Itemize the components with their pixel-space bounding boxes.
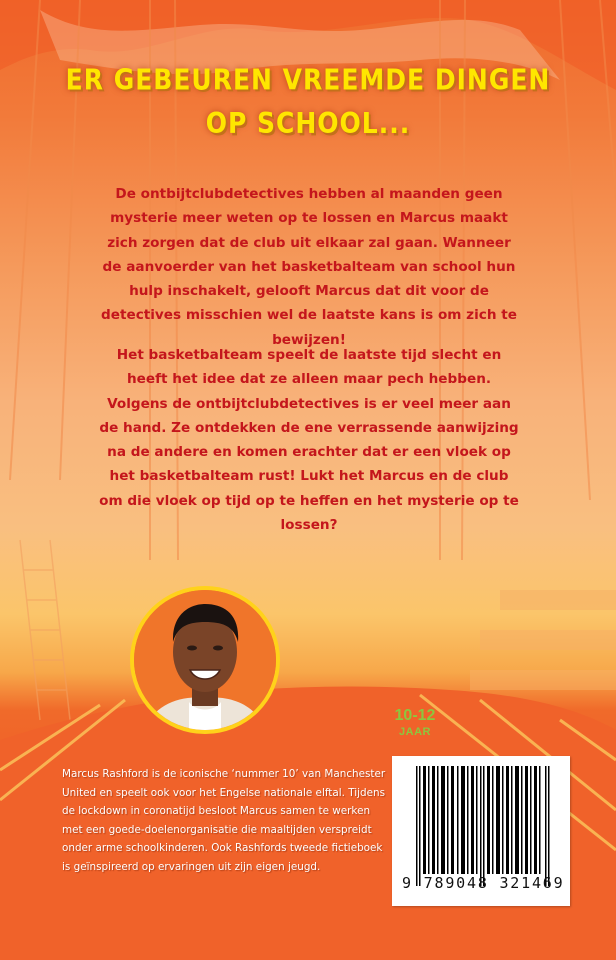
- headline-line-2: OP SCHOOL...: [205, 106, 411, 140]
- barcode-icon: [414, 766, 554, 886]
- age-range-label: [389, 707, 441, 739]
- age-range: 10-12: [394, 707, 436, 724]
- author-portrait-icon: [134, 590, 276, 730]
- age-unit: JAAR: [399, 726, 431, 738]
- author-photo: [130, 586, 280, 734]
- headline-line-1: ER GEBEUREN VREEMDE DINGEN: [65, 62, 551, 97]
- cover-headline: [0, 58, 616, 145]
- isbn-number: 9 789048 321469: [402, 874, 565, 892]
- isbn-barcode: [392, 756, 570, 906]
- author-bio: Marcus Rashford is de iconische ‘nummer 10’ van Manchester United en speelt ook voor het Engelse nationale elftal. Tijdens de lockdown in coronatijd besloot Marcus samen te werken met een goede-doelenorganisatie die maaltijden verspreidt onder arme schoolkinderen. Ook Rashfords tweede fictieboek is geïnspireerd op ervaringen uit zijn eigen jeugd.: [62, 768, 386, 873]
- blurb-paragraph-2: Het basketbalteam speelt de laatste tijd slecht en heeft het idee dat ze alleen maar pech hebben. Volgens de ontbijtclubdetectives is er veel meer aan de hand. Ze ontdekken de ene verrassende aanwijzing na de andere en komen erachter dat er een vloek op het basketbalteam rust! Lukt het Marcus en de club om die vloek op tijd op te heffen en het mysterie op te lossen?: [99, 347, 519, 534]
- blurb-paragraph-1: De ontbijtclubdetectives hebben al maanden geen mysterie meer weten op te lossen en Marcus maakt zich zorgen dat de club uit elkaar zal gaan. Wanneer de aanvoerder van het basketbalteam van school hun hulp inschakelt, gelooft Marcus dat dit voor de detectives misschien wel de laatste kans is om zich te bewijzen!: [101, 186, 517, 348]
